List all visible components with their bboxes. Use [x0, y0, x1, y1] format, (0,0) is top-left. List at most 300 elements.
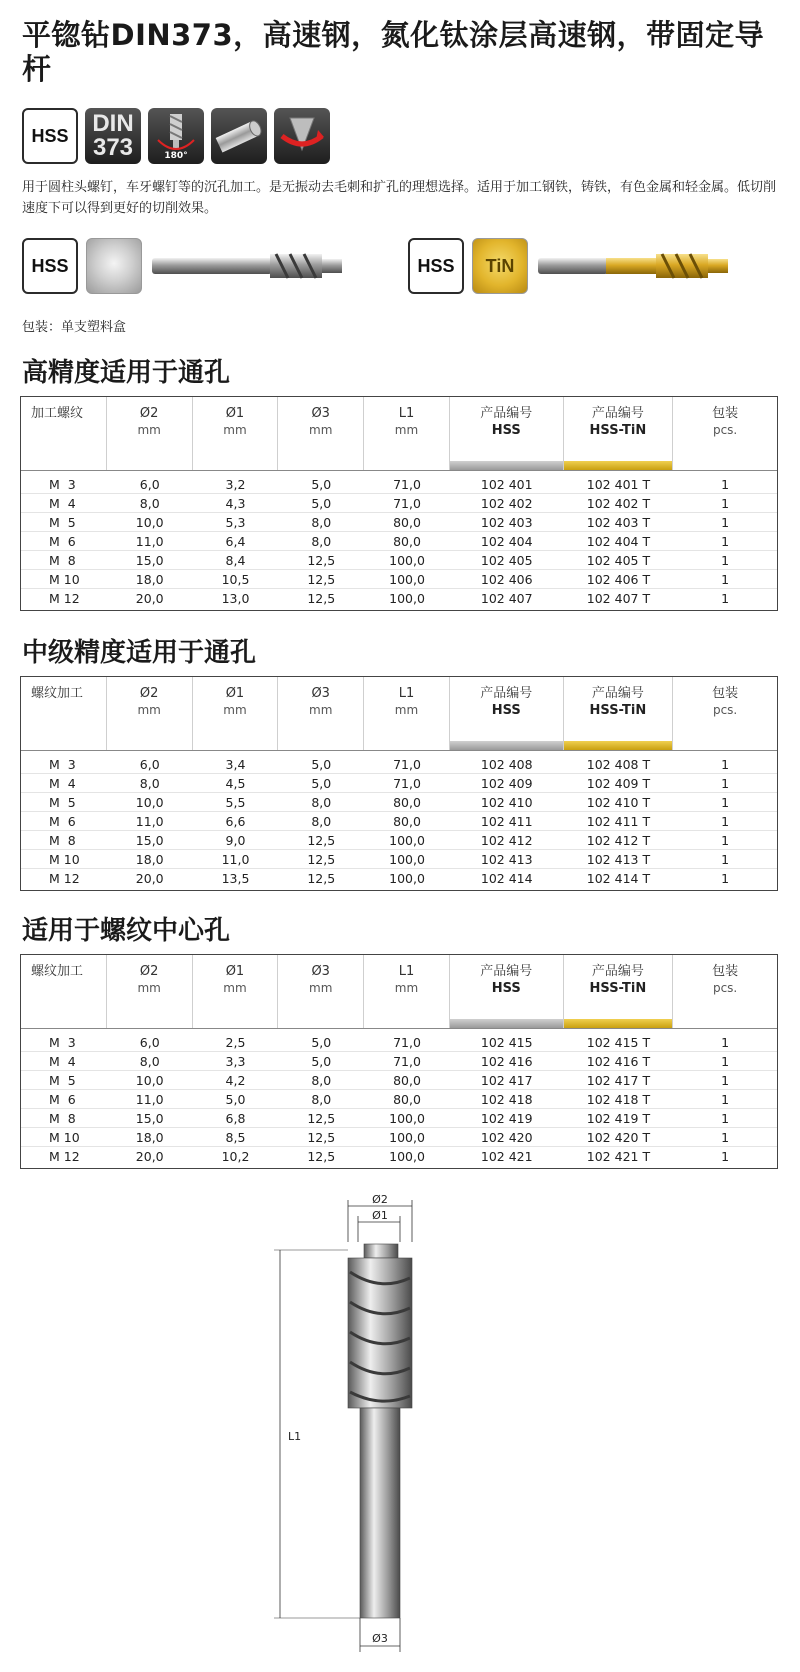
header-l1-label: L1	[398, 964, 415, 979]
table-body	[21, 1029, 777, 1168]
cutting-angle-icon	[148, 108, 204, 164]
table-cell: 5,0	[311, 1053, 332, 1069]
unit-label: mm	[394, 981, 419, 995]
table-cell: 71,0	[393, 775, 421, 791]
feature-badges	[22, 108, 330, 164]
table-cell: M 8	[49, 832, 76, 848]
table-cell: 20,0	[135, 871, 164, 886]
table-row	[21, 513, 777, 532]
table-cell: 5,3	[225, 514, 246, 530]
table-cell: 1	[721, 591, 730, 606]
header-hss-label: HSS	[491, 423, 521, 438]
table-cell: 102 421	[480, 1149, 533, 1164]
table-row	[21, 532, 777, 551]
table-cell: 102 404 T	[586, 533, 651, 549]
table-cell: 8,0	[139, 495, 160, 511]
table-cell: M 6	[49, 533, 76, 549]
din-label: DIN	[92, 110, 134, 137]
table-cell: 8,0	[139, 775, 160, 791]
table-cell: M 4	[49, 495, 76, 511]
table-row	[21, 475, 777, 494]
table-header	[21, 397, 777, 471]
table-cell: 102 412 T	[586, 832, 651, 848]
header-code-label: 产品编号	[480, 964, 533, 979]
table-cell: 15,0	[135, 1110, 164, 1126]
table-cell: 100,0	[389, 851, 425, 867]
table-cell: 3,3	[225, 1053, 246, 1069]
table-cell: 102 409 T	[586, 775, 651, 791]
header-code-hss-tin	[564, 955, 674, 1028]
table-cell: 102 405	[480, 552, 533, 568]
table-cell: 10,0	[135, 514, 164, 530]
table-cell: 11,0	[135, 1091, 164, 1107]
header-d2	[107, 397, 193, 470]
product-description: 用于圆柱头螺钉，车牙螺钉等的沉孔加工。是无振动去毛刺和扩孔的理想选择。适用于加工钢铁，铸铁，有色金属和轻金属。低切削速度下可以得到更好的切削效果。	[22, 180, 777, 216]
header-code-label: 产品编号	[591, 686, 644, 701]
table-cell: 102 409	[480, 775, 533, 791]
table-cell: 8,0	[311, 794, 332, 810]
table-cell: 1	[721, 775, 730, 791]
table-cell: 102 417	[480, 1072, 533, 1088]
header-thread-label: 螺纹加工	[31, 686, 84, 701]
table-cell: M 4	[49, 775, 76, 791]
hss-counterbore-image	[150, 246, 350, 286]
header-hss-tin-label: HSS-TiN	[589, 423, 647, 438]
table-header	[21, 955, 777, 1029]
table-cell: 100,0	[389, 552, 425, 568]
header-d1	[193, 955, 279, 1028]
table-cell: 1	[721, 533, 730, 549]
table-cell: M 3	[49, 476, 76, 492]
table-cell: 10,0	[135, 794, 164, 810]
table-cell: 1	[721, 871, 730, 886]
tin-color-bar	[564, 1019, 673, 1028]
table-row	[21, 1090, 777, 1109]
table-cell: 102 406 T	[586, 571, 651, 587]
header-code-label: 产品编号	[591, 964, 644, 979]
table-cell: 102 419	[480, 1110, 533, 1126]
header-code-hss	[450, 677, 564, 750]
table-cell: 12,5	[307, 1129, 336, 1145]
table-cell: M 5	[49, 794, 76, 810]
table-cell: 5,5	[225, 794, 246, 810]
table-thread-center-hole	[20, 954, 778, 1169]
table-cell: 8,0	[311, 533, 332, 549]
table-cell: 102 401 T	[586, 476, 651, 492]
table-cell: 71,0	[393, 476, 421, 492]
header-hss-label: HSS	[491, 981, 521, 996]
table-cell: M 8	[49, 552, 76, 568]
hss-tin-counterbore-image	[536, 246, 736, 286]
table-cell: 1	[721, 1110, 730, 1126]
table-cell: 11,0	[135, 813, 164, 829]
table-cell: M 10	[49, 851, 80, 867]
header-l1	[364, 677, 450, 750]
table-cell: 6,4	[225, 533, 246, 549]
table-cell: 100,0	[389, 591, 425, 606]
table-cell: 6,6	[225, 813, 246, 829]
table-cell: 102 411 T	[586, 813, 651, 829]
hss-badge: HSS	[408, 238, 464, 294]
table-cell: 12,5	[307, 851, 336, 867]
table-cell: 102 415	[480, 1034, 533, 1050]
table-cell: 5,0	[311, 775, 332, 791]
header-hss-label: HSS	[491, 703, 521, 718]
page-title: 平锪钻DIN373，高速钢，氮化钛涂层高速钢，带固定导杆	[22, 18, 765, 86]
header-pack	[673, 677, 777, 750]
table-cell: M 10	[49, 571, 80, 587]
table-cell: 18,0	[135, 851, 164, 867]
unit-label: mm	[394, 423, 419, 437]
table-cell: 18,0	[135, 1129, 164, 1145]
table-cell: 12,5	[307, 571, 336, 587]
table-cell: M 10	[49, 1129, 80, 1145]
header-d3-label: Ø3	[311, 406, 330, 421]
hss-color-bar	[450, 1019, 563, 1028]
unit-label: mm	[223, 981, 247, 995]
header-thread-label: 螺纹加工	[31, 964, 84, 979]
unit-label: mm	[309, 981, 333, 995]
table-cell: 102 401	[480, 476, 533, 492]
table-cell: 102 418	[480, 1091, 533, 1107]
table-row	[21, 869, 777, 888]
table-cell: 12,5	[307, 591, 336, 606]
table-cell: 102 403	[480, 514, 533, 530]
tin-color-bar	[564, 741, 673, 750]
header-code-label: 产品编号	[591, 406, 644, 421]
table-cell: 15,0	[135, 552, 164, 568]
table-cell: 102 416 T	[586, 1053, 651, 1069]
table-cell: 1	[721, 1072, 730, 1088]
table-cell: M 12	[49, 591, 80, 606]
table-cell: 1	[721, 476, 730, 492]
table-row	[21, 831, 777, 850]
table-cell: 6,0	[139, 1034, 160, 1050]
table-high-precision	[20, 396, 778, 611]
table-cell: 1	[721, 1091, 730, 1107]
table-header	[21, 677, 777, 751]
table-cell: 8,0	[311, 1072, 332, 1088]
table-cell: 102 411	[480, 813, 533, 829]
table-cell: 102 404	[480, 533, 533, 549]
table-cell: 102 402 T	[586, 495, 651, 511]
table-cell: 10,0	[135, 1072, 164, 1088]
table-cell: 5,0	[311, 476, 332, 492]
table-cell: 1	[721, 813, 730, 829]
header-d1-label: Ø1	[225, 964, 245, 979]
header-d2-label: Ø2	[139, 406, 159, 421]
table-cell: 5,0	[311, 1034, 332, 1050]
table-cell: M 6	[49, 813, 76, 829]
header-thread	[21, 955, 107, 1028]
table-cell: 71,0	[393, 756, 421, 772]
table-cell: 80,0	[393, 1072, 421, 1088]
table-cell: 1	[721, 1053, 730, 1069]
tin-color-bar	[564, 461, 673, 470]
cylindrical-shank-icon	[211, 108, 267, 164]
table-cell: 4,3	[225, 495, 246, 511]
table-cell: 11,0	[221, 851, 250, 867]
table-cell: 8,4	[225, 552, 246, 568]
table-row	[21, 812, 777, 831]
din-number: 373	[92, 134, 134, 161]
table-cell: M 12	[49, 871, 80, 886]
l1-dimension-label: L1	[288, 1430, 302, 1443]
header-code-label: 产品编号	[480, 686, 533, 701]
unit-label: mm	[223, 423, 247, 437]
d2-dimension-label: Ø2	[372, 1193, 388, 1206]
header-thread-label: 加工螺纹	[31, 406, 84, 421]
table-cell: 102 414 T	[586, 871, 651, 886]
table-cell: 102 407	[480, 591, 533, 606]
section-title-thread-center-hole: 适用于螺纹中心孔	[22, 916, 231, 946]
table-cell: 100,0	[389, 1110, 425, 1126]
table-cell: 13,0	[221, 591, 250, 606]
table-cell: 71,0	[393, 1034, 421, 1050]
table-cell: 102 416	[480, 1053, 533, 1069]
table-row	[21, 570, 777, 589]
table-cell: 6,0	[139, 476, 160, 492]
header-d1-label: Ø1	[225, 406, 245, 421]
table-row	[21, 755, 777, 774]
table-row	[21, 850, 777, 869]
table-cell: 8,0	[311, 813, 332, 829]
table-row	[21, 793, 777, 812]
unit-label: mm	[223, 703, 247, 717]
table-cell: 20,0	[135, 1149, 164, 1164]
table-cell: 5,0	[311, 495, 332, 511]
technical-drawing	[260, 1182, 460, 1662]
table-cell: 10,5	[221, 571, 250, 587]
header-pcs-label: pcs.	[712, 423, 738, 437]
hss-tin-tool-row	[408, 238, 736, 294]
table-cell: 8,0	[311, 1091, 332, 1107]
header-l1	[364, 955, 450, 1028]
unit-label: mm	[137, 703, 161, 717]
table-cell: 8,0	[139, 1053, 160, 1069]
table-cell: 102 413	[480, 851, 533, 867]
table-cell: M 6	[49, 1091, 76, 1107]
table-cell: 13,5	[221, 871, 250, 886]
hss-tool-row	[22, 238, 350, 294]
table-cell: 1	[721, 514, 730, 530]
countersink-rotation-icon	[274, 108, 330, 164]
table-cell: 1	[721, 571, 730, 587]
header-d3	[278, 955, 364, 1028]
header-pack-label: 包装	[712, 406, 739, 421]
table-row	[21, 1071, 777, 1090]
table-cell: 2,5	[225, 1034, 246, 1050]
header-thread	[21, 677, 107, 750]
header-code-label: 产品编号	[480, 406, 533, 421]
table-cell: 80,0	[393, 533, 421, 549]
header-hss-tin-label: HSS-TiN	[589, 703, 647, 718]
table-cell: 5,0	[225, 1091, 246, 1107]
table-cell: 12,5	[307, 552, 336, 568]
hss-badge: HSS	[22, 108, 78, 164]
header-d3	[278, 397, 364, 470]
table-cell: 15,0	[135, 832, 164, 848]
hss-color-bar	[450, 741, 563, 750]
table-body	[21, 471, 777, 610]
table-cell: 102 408	[480, 756, 533, 772]
header-d2	[107, 677, 193, 750]
table-cell: 12,5	[307, 871, 336, 886]
table-cell: 102 420	[480, 1129, 533, 1145]
table-cell: 102 415 T	[586, 1034, 651, 1050]
table-cell: 102 413 T	[586, 851, 651, 867]
table-cell: 1	[721, 1149, 730, 1164]
header-code-hss-tin	[564, 397, 674, 470]
header-code-hss	[450, 397, 564, 470]
section-title-medium-precision: 中级精度适用于通孔	[22, 638, 257, 668]
table-cell: 100,0	[389, 1149, 425, 1164]
unit-label: mm	[309, 423, 333, 437]
header-pack	[673, 955, 777, 1028]
table-cell: 11,0	[135, 533, 164, 549]
table-cell: 100,0	[389, 832, 425, 848]
header-l1-label: L1	[398, 406, 415, 421]
table-cell: 1	[721, 832, 730, 848]
header-d2	[107, 955, 193, 1028]
table-row	[21, 1147, 777, 1166]
header-d1-label: Ø1	[225, 686, 245, 701]
table-cell: 1	[721, 794, 730, 810]
hss-color-bar	[450, 461, 563, 470]
header-pack-label: 包装	[712, 686, 739, 701]
table-cell: 100,0	[389, 1129, 425, 1145]
d1-dimension-label: Ø1	[372, 1209, 388, 1222]
header-pcs-label: pcs.	[712, 981, 738, 995]
table-body	[21, 751, 777, 890]
table-cell: 71,0	[393, 495, 421, 511]
table-cell: M 3	[49, 756, 76, 772]
table-cell: 4,5	[225, 775, 246, 791]
table-cell: 4,2	[225, 1072, 246, 1088]
unit-label: mm	[394, 703, 419, 717]
table-cell: M 5	[49, 1072, 76, 1088]
header-pack	[673, 397, 777, 470]
header-code-hss	[450, 955, 564, 1028]
section-title-high-precision: 高精度适用于通孔	[22, 358, 231, 388]
table-row	[21, 551, 777, 570]
table-cell: 18,0	[135, 571, 164, 587]
angle-label: 180°	[164, 151, 188, 161]
header-d3	[278, 677, 364, 750]
table-row	[21, 1052, 777, 1071]
table-cell: 20,0	[135, 591, 164, 606]
header-thread	[21, 397, 107, 470]
d3-dimension-label: Ø3	[372, 1632, 388, 1645]
table-cell: 12,5	[307, 1110, 336, 1126]
table-cell: 80,0	[393, 794, 421, 810]
table-cell: 12,5	[307, 832, 336, 848]
table-cell: 12,5	[307, 1149, 336, 1164]
table-cell: M 3	[49, 1034, 76, 1050]
steel-finish-swatch	[86, 238, 142, 294]
table-cell: 1	[721, 756, 730, 772]
table-cell: 102 418 T	[586, 1091, 651, 1107]
header-d1	[193, 677, 279, 750]
header-pack-label: 包装	[712, 964, 739, 979]
table-cell: 3,4	[225, 756, 246, 772]
table-cell: 71,0	[393, 1053, 421, 1069]
table-cell: M 8	[49, 1110, 76, 1126]
header-d2-label: Ø2	[139, 686, 159, 701]
table-cell: 102 408 T	[586, 756, 651, 772]
table-cell: 102 410	[480, 794, 533, 810]
table-cell: 102 405 T	[586, 552, 651, 568]
unit-label: mm	[137, 423, 161, 437]
table-cell: 102 417 T	[586, 1072, 651, 1088]
table-row	[21, 1109, 777, 1128]
table-cell: 1	[721, 495, 730, 511]
packaging-info: 包装：单支塑料盒	[22, 320, 127, 335]
table-cell: 102 403 T	[586, 514, 651, 530]
header-pcs-label: pcs.	[712, 703, 738, 717]
header-d3-label: Ø3	[311, 964, 330, 979]
header-d3-label: Ø3	[311, 686, 330, 701]
table-cell: 102 419 T	[586, 1110, 651, 1126]
table-cell: 6,0	[139, 756, 160, 772]
header-l1	[364, 397, 450, 470]
table-cell: 3,2	[225, 476, 246, 492]
table-cell: 102 407 T	[586, 591, 651, 606]
table-cell: 80,0	[393, 514, 421, 530]
header-d2-label: Ø2	[139, 964, 159, 979]
table-cell: 102 402	[480, 495, 533, 511]
table-cell: 9,0	[225, 832, 246, 848]
table-cell: M 12	[49, 1149, 80, 1164]
din-373-badge	[85, 108, 141, 164]
table-cell: 102 421 T	[586, 1149, 651, 1164]
table-cell: 8,0	[311, 514, 332, 530]
table-cell: 1	[721, 1034, 730, 1050]
table-row	[21, 774, 777, 793]
unit-label: mm	[137, 981, 161, 995]
table-cell: 102 412	[480, 832, 533, 848]
table-row	[21, 1128, 777, 1147]
table-cell: 8,5	[225, 1129, 246, 1145]
table-row	[21, 494, 777, 513]
table-cell: 1	[721, 851, 730, 867]
table-cell: 1	[721, 552, 730, 568]
table-cell: 6,8	[225, 1110, 246, 1126]
table-cell: 102 420 T	[586, 1129, 651, 1145]
table-cell: 5,0	[311, 756, 332, 772]
unit-label: mm	[309, 703, 333, 717]
hss-badge: HSS	[22, 238, 78, 294]
header-d1	[193, 397, 279, 470]
table-cell: 80,0	[393, 813, 421, 829]
table-cell: 10,2	[221, 1149, 250, 1164]
table-cell: M 4	[49, 1053, 76, 1069]
table-cell: 100,0	[389, 571, 425, 587]
table-medium-precision	[20, 676, 778, 891]
table-cell: 80,0	[393, 1091, 421, 1107]
table-cell: 1	[721, 1129, 730, 1145]
table-cell: 102 406	[480, 571, 533, 587]
header-l1-label: L1	[398, 686, 415, 701]
tin-coating-swatch: TiN	[472, 238, 528, 294]
header-hss-tin-label: HSS-TiN	[589, 981, 647, 996]
header-code-hss-tin	[564, 677, 674, 750]
table-cell: 102 410 T	[586, 794, 651, 810]
table-cell: 100,0	[389, 871, 425, 886]
table-row	[21, 1033, 777, 1052]
table-row	[21, 589, 777, 608]
table-cell: 102 414	[480, 871, 533, 886]
